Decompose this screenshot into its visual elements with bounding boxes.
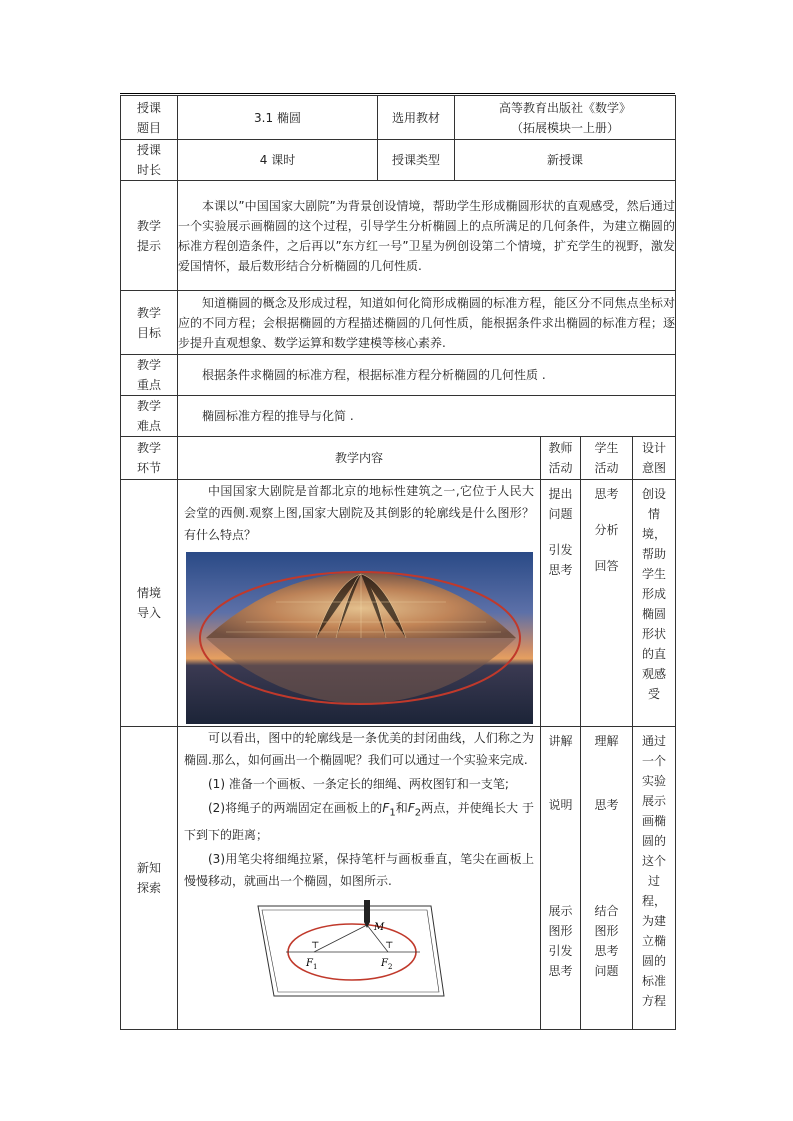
explore-p4: (3)用笔尖将细绳拉紧，保持笔杆与画板垂直，笔尖在画板上慢慢移动，就画出一个椭圆，如图所示. [184, 852, 534, 889]
situation-text: 中国国家大剧院是首都北京的地标性建筑之一,它位于人民大会堂的西侧.观察上图,国家大剧院及其倒影的轮廓线是什么图形？有什么特点？ [184, 484, 534, 542]
label-f1: $F_1$ [306, 958, 318, 972]
explore-p3: (2)将绳子的两端固定在画板上的$F_1$和$F_2$两点，并使绳长大 于下到下的距离； [184, 801, 534, 843]
design-header: 设计 意图 [633, 437, 676, 480]
textbook-value: 高等教育出版社《数学》 （拓展模块一上册） [455, 96, 676, 140]
label-m: M [374, 922, 385, 934]
row-tips [121, 181, 676, 291]
row-hours [121, 140, 676, 181]
lesson-type-value: 新授课 [455, 140, 676, 181]
grand-theatre-photo [186, 552, 533, 724]
top-rule [120, 93, 675, 94]
pen [364, 900, 370, 922]
explore-design: 通过 一个 实验 展示 画椭 圆的 这个 过 程， 为建 立椭 圆的 标准 方程 [633, 727, 676, 1030]
content-header: 教学内容 [178, 437, 541, 480]
hours-value: 4 课时 [178, 140, 378, 181]
row-goals [121, 291, 676, 355]
situation-student: 思考 分析 回答 [581, 480, 633, 727]
situation-teacher: 提出 问题 引发 思考 [541, 480, 581, 727]
label-f2: $F_2$ [381, 958, 393, 972]
situation-stage: 情境 导入 [121, 480, 178, 727]
explore-student: 理解 思考 结合 图形 思考 问题 [581, 727, 633, 1030]
ellipse-drawing-diagram [256, 900, 446, 1000]
goals-label: 教学 目标 [121, 291, 178, 355]
row-difficult [121, 396, 676, 437]
explore-p1: 可以看出，图中的轮廓线是一条优美的封闭曲线，人们称之为椭圆.那么，如何画出一个椭圆呢？我们可以通过一个实验来完成. [184, 731, 534, 767]
stage-header: 教学 环节 [121, 437, 178, 480]
row-topic [121, 96, 676, 140]
row-header [121, 437, 676, 480]
goals-text: 知道椭圆的概念及形成过程，知道如何化简形成椭圆的标准方程，能区分不同焦点坐标对应的不同方程；会根据椭圆的方程描述椭圆的几何性质，能根据条件求出椭圆的标准方程；逐步提升直观想象、数学运算和数学建模等核心素养. [178, 291, 676, 355]
difficult-label: 教学 难点 [121, 396, 178, 437]
pin-f2: ⊤ [385, 941, 394, 952]
string-left [314, 925, 367, 952]
row-key [121, 355, 676, 396]
hours-label: 授课 时长 [121, 140, 178, 181]
explore-stage: 新知 探索 [121, 727, 178, 1030]
lesson-type-label: 授课类型 [378, 140, 455, 181]
situation-content [178, 480, 541, 727]
teacher-header: 教师 活动 [541, 437, 581, 480]
explore-teacher: 讲解 说明 展示 图形 引发 思考 [541, 727, 581, 1030]
tips-text: 本课以”中国国家大剧院”为背景创设情境，帮助学生形成椭圆形状的直观感受，然后通过一个实验展示画椭圆的这个过程，引导学生分析椭圆上的点所满足的几何条件，为建立椭圆的标准方程创造条件，之后再以”东方红一号”卫星为例创设第二个情境，扩充学生的视野，激发爱国情怀，最后数形结合分析椭圆的几何性质. [178, 181, 676, 291]
explore-p2: (1) 准备一个画板、一条定长的细绳、两枚图钉和一支笔; [208, 777, 509, 791]
topic-value: 3.1 椭圆 [178, 96, 378, 140]
student-header: 学生 活动 [581, 437, 633, 480]
key-text: 根据条件求椭圆的标准方程，根据标准方程分析椭圆的几何性质 . [178, 355, 676, 396]
lesson-plan-table [120, 95, 676, 1030]
key-label: 教学 重点 [121, 355, 178, 396]
textbook-label: 选用教材 [378, 96, 455, 140]
difficult-text: 椭圆标准方程的推导与化简 . [178, 396, 676, 437]
row-explore [121, 727, 676, 1030]
row-situation [121, 480, 676, 727]
situation-design: 创设 情 境， 帮助 学生 形成 椭圆 形状 的直 观感 受 [633, 480, 676, 727]
tips-label: 教学 提示 [121, 181, 178, 291]
pin-f1: ⊤ [311, 941, 320, 952]
explore-content [178, 727, 541, 1030]
topic-label: 授课 题目 [121, 96, 178, 140]
